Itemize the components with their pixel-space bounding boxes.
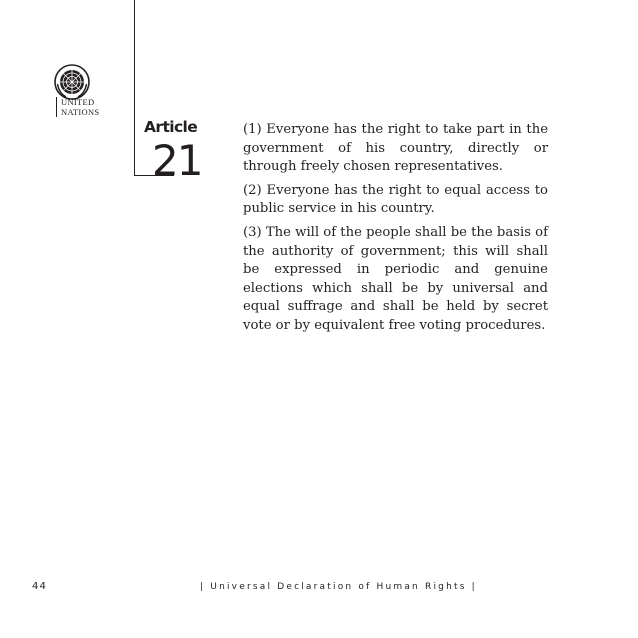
- organization-name: [56, 97, 99, 117]
- footer-document-title: | Universal Declaration of Human Rights |: [200, 582, 477, 592]
- article-number: 21: [152, 136, 202, 185]
- article-paragraph-2: (2) Everyone has the right to equal access to public service in his country.: [243, 182, 548, 217]
- article-body: [243, 121, 548, 341]
- article-paragraph-3: (3) The will of the people shall be the basis of the authority of government; this will shall be expressed in periodic and genuine elections which shall be by universal and equal suffrage and shall be held by secret vote or by equivalent free voting procedures.: [243, 224, 548, 333]
- article-paragraph-1: (1) Everyone has the right to take part in the government of his country, directly or through freely chosen representatives.: [243, 122, 548, 175]
- un-emblem-icon: [54, 64, 90, 100]
- organization-name-line-1: UNITED: [61, 97, 95, 107]
- page-number: 44: [32, 581, 48, 592]
- article-label: Article: [144, 118, 198, 136]
- organization-name-line-2: NATIONS: [61, 107, 100, 117]
